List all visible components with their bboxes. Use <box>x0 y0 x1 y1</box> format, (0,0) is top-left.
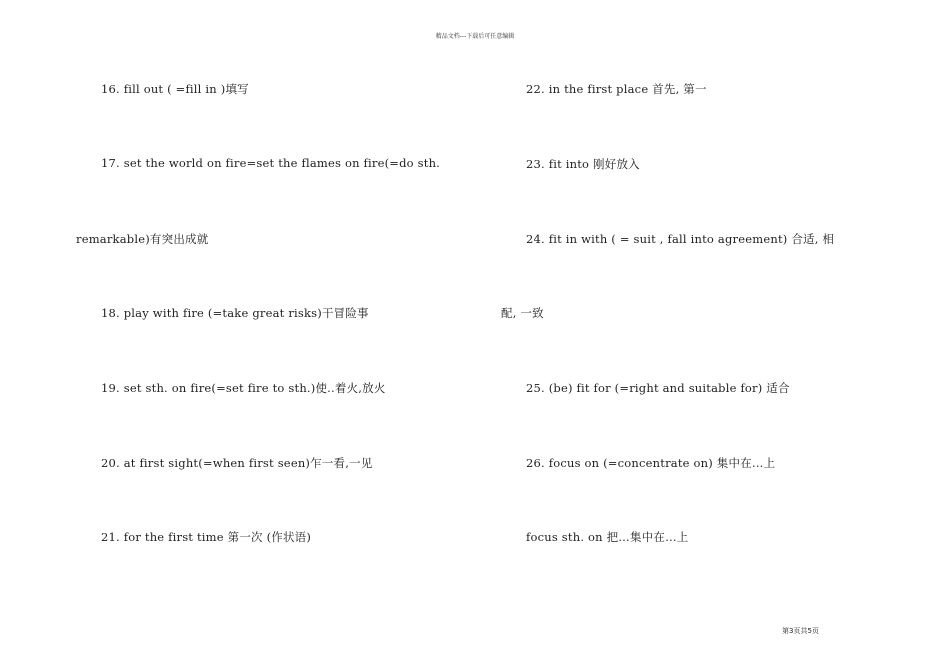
item-23: 23. fit into 刚好放入 <box>526 157 640 171</box>
item-17-continuation: remarkable)有突出成就 <box>76 232 209 246</box>
page-number: 第3页共5页 <box>782 627 819 635</box>
item-16: 16. fill out ( =fill in )填写 <box>101 82 249 96</box>
item-19: 19. set sth. on fire(=set fire to sth.)使..着火,放火 <box>101 381 386 395</box>
item-24: 24. fit in with ( = suit , fall into agreement) 合适, 相 <box>526 232 835 246</box>
item-20: 20. at first sight(=when first seen)乍一看,一见 <box>101 456 373 470</box>
item-25: 25. (be) fit for (=right and suitable for) 适合 <box>526 381 790 395</box>
item-24-continuation: 配, 一致 <box>501 306 544 320</box>
item-17: 17. set the world on fire=set the flames on fire(=do sth. <box>101 156 441 170</box>
item-18: 18. play with fire (=take great risks)干冒险事 <box>101 306 369 320</box>
item-21: 21. for the first time 第一次 (作状语) <box>101 530 312 544</box>
item-26: 26. focus on (=concentrate on) 集中在…上 <box>526 456 776 470</box>
page-header: 精品文档---下载后可任意编辑 <box>435 33 515 40</box>
item-26-b: focus sth. on 把…集中在…上 <box>526 530 689 544</box>
item-22: 22. in the first place 首先, 第一 <box>526 82 707 96</box>
